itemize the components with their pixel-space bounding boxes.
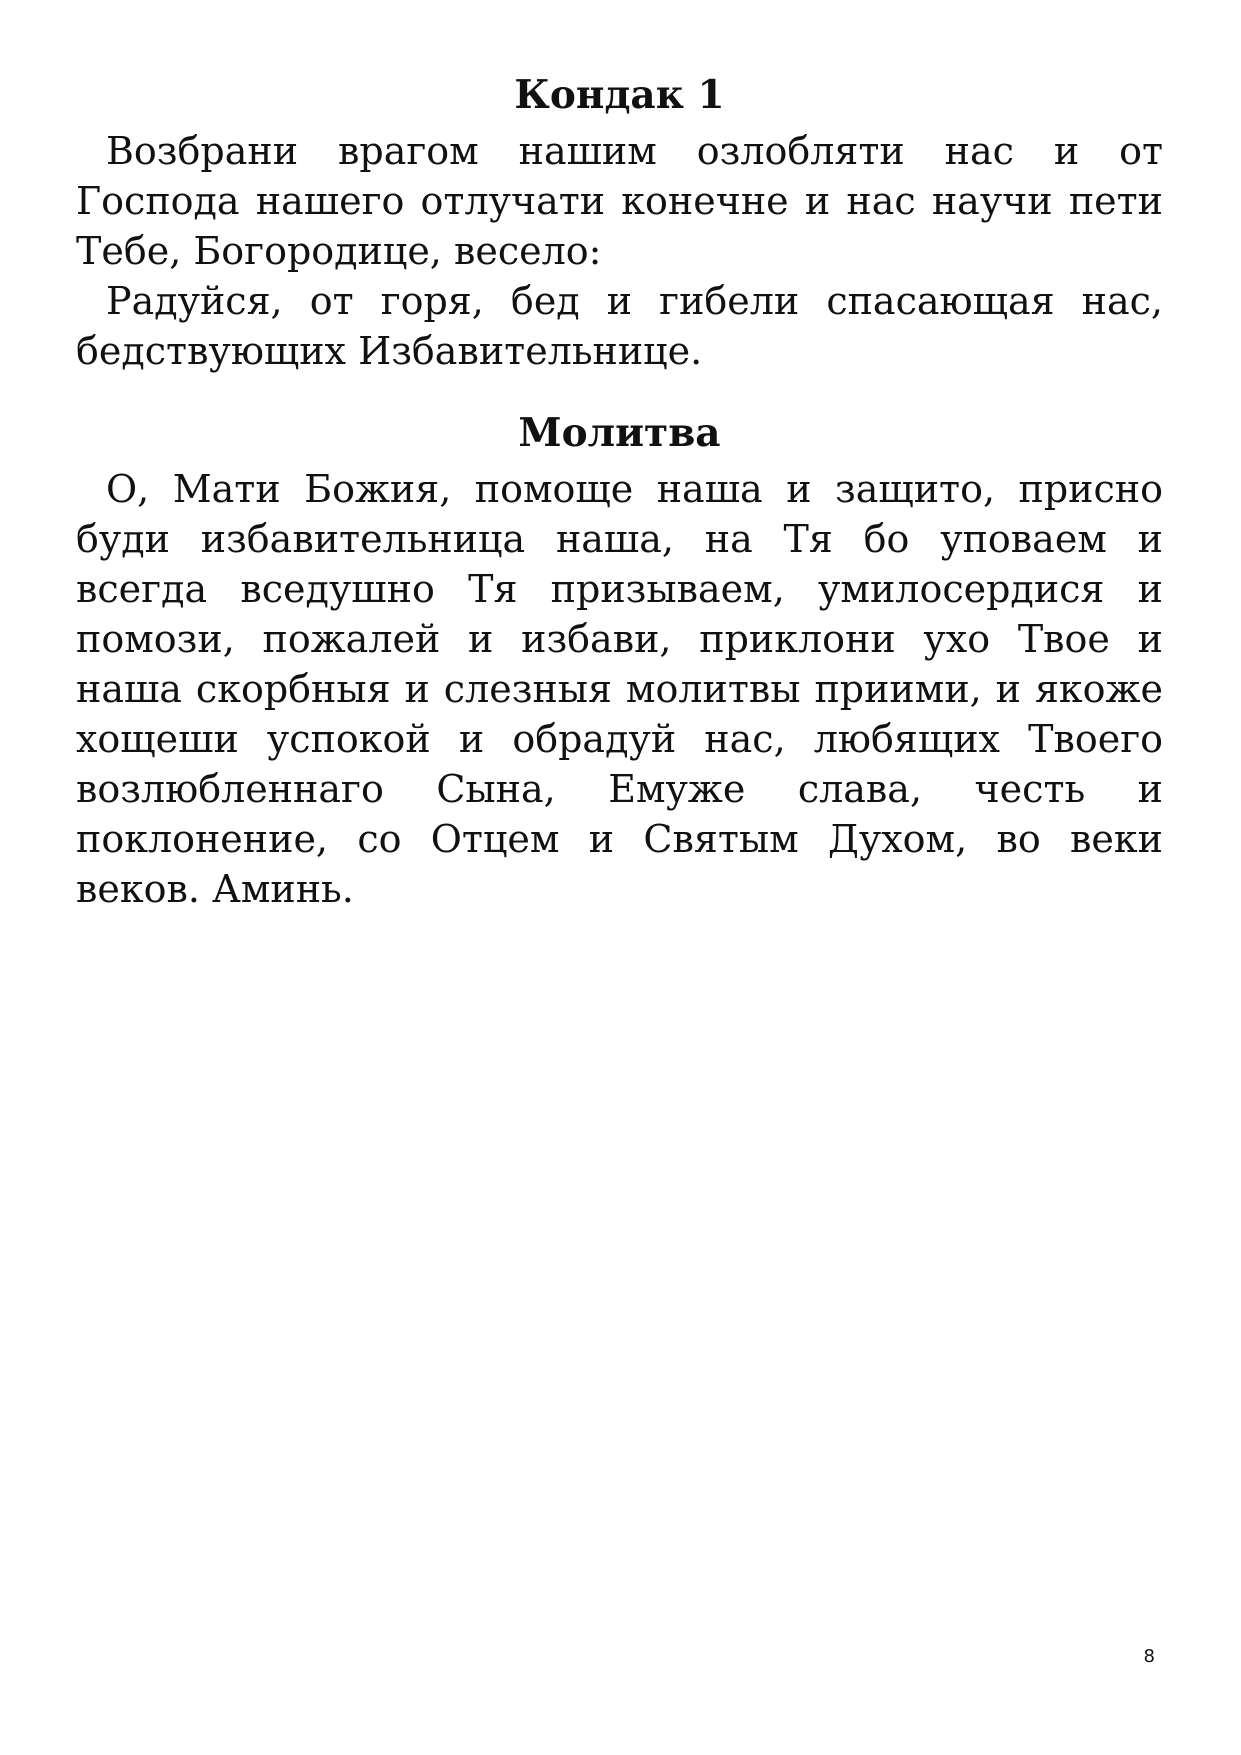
paragraph: Радуйся, от горя, бед и гибели спасающая нас, бедствующих Избавительнице. — [76, 279, 1163, 373]
document-page — [76, 70, 1163, 914]
section-spacer — [76, 376, 1163, 408]
paragraph: О, Мати Божия, помоще наша и защито, присно буди избавительница наша, на Тя бо уповаем и всегда вседушно Тя призываем, умилосердися и помози, пожалей и избави, приклони ухо Твое и наша скорбныя и слезныя молитвы приими, и якоже хощеши успокой и обрадуй нас, любящих Твоего возлюбленнаго Сына, Емуже слава, честь и поклонение, со Отцем и Святым Духом, во веки веков. Аминь. — [76, 467, 1163, 911]
section-kondak — [76, 70, 1163, 376]
paragraph: Возбрани врагом нашим озлобляти нас и от Господа нашего отлучати конечне и нас научи пети Тебе, Богородице, весело: — [76, 129, 1163, 273]
section-prayer — [76, 408, 1163, 914]
section-title: Молитва — [518, 410, 721, 456]
section-title: Кондак 1 — [514, 72, 725, 118]
page-number: 8 — [1143, 1646, 1155, 1667]
